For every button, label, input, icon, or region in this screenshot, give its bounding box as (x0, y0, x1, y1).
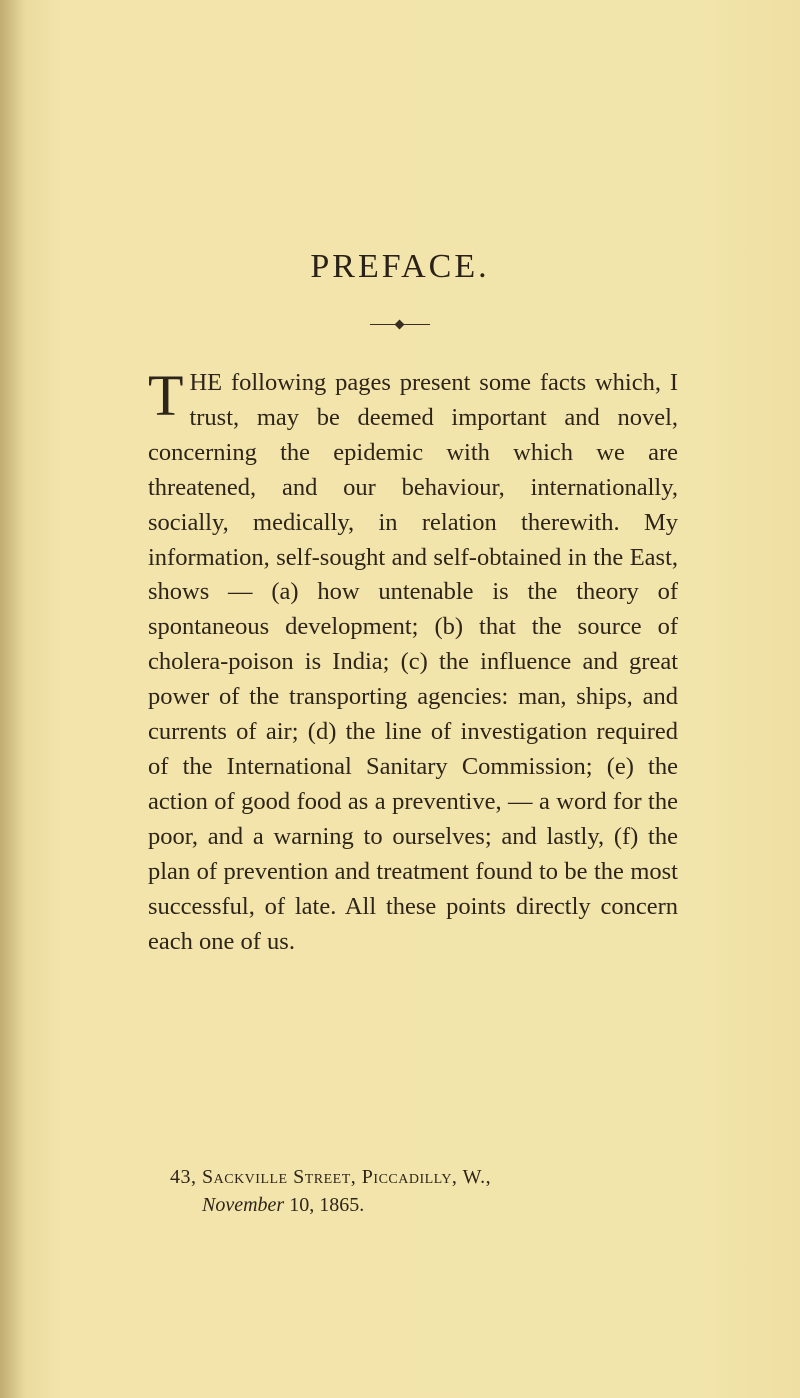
page-title: PREFACE. (310, 248, 490, 285)
signature-date (170, 1191, 690, 1219)
divider-ornament (370, 318, 430, 330)
signature-date-rest: 10, 1865. (284, 1194, 365, 1216)
signature-date-month: November (202, 1194, 285, 1216)
paragraph-text: HE following pages present some facts which, I trust, may be deemed important and novel, concerning the epidemic with which we are threatened, and our behaviour, internationally, socially, medically, in relation therewith. My information, self-sought and self-obtained in the East, shows — (a) how untenable is the theory of spontaneous development; (b) that the source of cholera-poison is India; (c) the influence and great power of the transporting agencies: man, ships, and currents of air; (d) the line of investigation required of the International Sanitary Commission; (e) the action of good food as a preventive, — a word for the poor, and a warning to ourselves; and lastly, (f) the plan of prevention and treatment found to be the most successful, of late. All these points directly concern each one of us. (148, 369, 678, 955)
signature-address: 43, Sackville Street, Piccadilly, W., (170, 1166, 492, 1188)
drop-cap: T (148, 363, 184, 428)
spine-shadow (0, 0, 26, 1398)
signature-block (170, 1163, 690, 1219)
preface-paragraph (148, 363, 678, 959)
diamond-icon (395, 320, 405, 330)
